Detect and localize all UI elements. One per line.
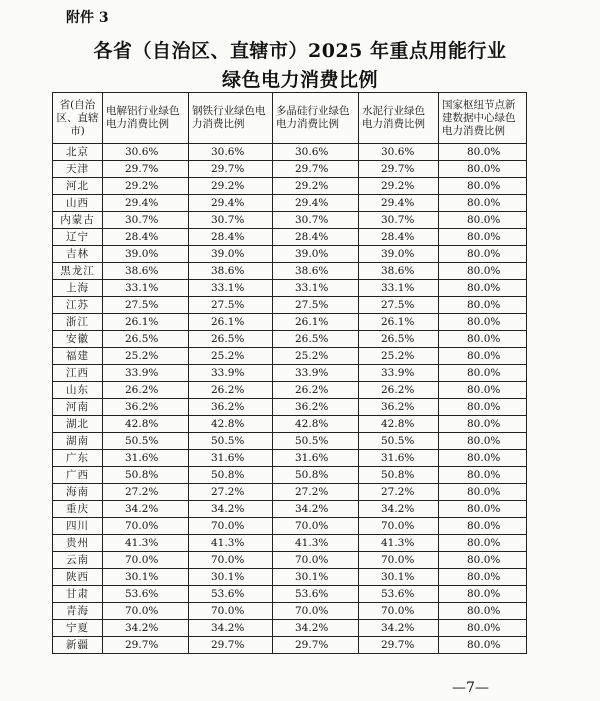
cell-cement: 26.1% xyxy=(359,314,439,331)
cell-aluminum: 34.2% xyxy=(103,501,189,518)
table-row xyxy=(53,433,527,450)
table-row xyxy=(53,144,527,161)
cell-cement: 50.5% xyxy=(359,433,439,450)
cell-steel: 29.2% xyxy=(189,178,273,195)
cell-aluminum: 30.7% xyxy=(103,212,189,229)
cell-cement: 42.8% xyxy=(359,416,439,433)
cell-data-center: 80.0% xyxy=(439,467,527,484)
cell-polysilicon: 33.1% xyxy=(273,280,359,297)
table-header xyxy=(53,93,527,144)
cell-steel: 26.5% xyxy=(189,331,273,348)
cell-polysilicon: 27.5% xyxy=(273,297,359,314)
cell-polysilicon: 53.6% xyxy=(273,586,359,603)
cell-steel: 25.2% xyxy=(189,348,273,365)
table-row xyxy=(53,535,527,552)
cell-steel: 26.2% xyxy=(189,382,273,399)
document-title-line-1: 各省（自治区、直辖市）2025 年重点用能行业 xyxy=(93,40,507,62)
cell-polysilicon: 36.2% xyxy=(273,399,359,416)
cell-polysilicon: 34.2% xyxy=(273,620,359,637)
cell-cement: 28.4% xyxy=(359,229,439,246)
cell-province: 河北 xyxy=(53,178,103,195)
cell-cement: 53.6% xyxy=(359,586,439,603)
cell-aluminum: 53.6% xyxy=(103,586,189,603)
cell-polysilicon: 30.6% xyxy=(273,144,359,161)
cell-polysilicon: 41.3% xyxy=(273,535,359,552)
cell-polysilicon: 50.8% xyxy=(273,467,359,484)
cell-cement: 33.9% xyxy=(359,365,439,382)
cell-aluminum: 27.2% xyxy=(103,484,189,501)
cell-province: 青海 xyxy=(53,603,103,620)
cell-steel: 42.8% xyxy=(189,416,273,433)
cell-data-center: 80.0% xyxy=(439,229,527,246)
header-steel: 钢铁行业绿色电力消费比例 xyxy=(189,93,273,144)
cell-steel: 36.2% xyxy=(189,399,273,416)
cell-province: 黑龙江 xyxy=(53,263,103,280)
cell-aluminum: 26.5% xyxy=(103,331,189,348)
cell-data-center: 80.0% xyxy=(439,501,527,518)
table-row xyxy=(53,552,527,569)
table-row xyxy=(53,314,527,331)
header-data-center: 国家枢纽节点新建数据中心绿色电力消费比例 xyxy=(439,93,527,144)
cell-steel: 29.4% xyxy=(189,195,273,212)
cell-aluminum: 50.5% xyxy=(103,433,189,450)
cell-polysilicon: 31.6% xyxy=(273,450,359,467)
cell-data-center: 80.0% xyxy=(439,212,527,229)
cell-aluminum: 34.2% xyxy=(103,620,189,637)
cell-steel: 26.1% xyxy=(189,314,273,331)
table-row xyxy=(53,518,527,535)
cell-data-center: 80.0% xyxy=(439,348,527,365)
table-row xyxy=(53,263,527,280)
cell-province: 宁夏 xyxy=(53,620,103,637)
cell-data-center: 80.0% xyxy=(439,450,527,467)
table-row xyxy=(53,365,527,382)
cell-aluminum: 29.7% xyxy=(103,161,189,178)
table-row xyxy=(53,229,527,246)
cell-cement: 25.2% xyxy=(359,348,439,365)
cell-province: 广西 xyxy=(53,467,103,484)
cell-data-center: 80.0% xyxy=(439,552,527,569)
cell-data-center: 80.0% xyxy=(439,382,527,399)
cell-cement: 34.2% xyxy=(359,620,439,637)
cell-aluminum: 31.6% xyxy=(103,450,189,467)
cell-aluminum: 70.0% xyxy=(103,552,189,569)
table-row xyxy=(53,399,527,416)
cell-province: 广东 xyxy=(53,450,103,467)
cell-province: 重庆 xyxy=(53,501,103,518)
cell-polysilicon: 39.0% xyxy=(273,246,359,263)
cell-data-center: 80.0% xyxy=(439,399,527,416)
cell-steel: 29.7% xyxy=(189,637,273,654)
attachment-label: 附件 3 xyxy=(66,10,109,26)
table-row xyxy=(53,467,527,484)
cell-province: 陕西 xyxy=(53,569,103,586)
cell-aluminum: 29.4% xyxy=(103,195,189,212)
table-row xyxy=(53,569,527,586)
cell-province: 山西 xyxy=(53,195,103,212)
cell-polysilicon: 26.2% xyxy=(273,382,359,399)
cell-province: 天津 xyxy=(53,161,103,178)
cell-cement: 31.6% xyxy=(359,450,439,467)
cell-aluminum: 50.8% xyxy=(103,467,189,484)
cell-polysilicon: 27.2% xyxy=(273,484,359,501)
cell-province: 贵州 xyxy=(53,535,103,552)
cell-province: 北京 xyxy=(53,144,103,161)
cell-cement: 41.3% xyxy=(359,535,439,552)
cell-cement: 33.1% xyxy=(359,280,439,297)
cell-data-center: 80.0% xyxy=(439,603,527,620)
cell-polysilicon: 70.0% xyxy=(273,603,359,620)
page-number: —7— xyxy=(452,680,489,696)
cell-polysilicon: 29.2% xyxy=(273,178,359,195)
cell-province: 辽宁 xyxy=(53,229,103,246)
cell-aluminum: 30.6% xyxy=(103,144,189,161)
table-row xyxy=(53,586,527,603)
cell-steel: 34.2% xyxy=(189,501,273,518)
cell-data-center: 80.0% xyxy=(439,178,527,195)
cell-aluminum: 26.2% xyxy=(103,382,189,399)
cell-data-center: 80.0% xyxy=(439,433,527,450)
cell-polysilicon: 42.8% xyxy=(273,416,359,433)
cell-aluminum: 26.1% xyxy=(103,314,189,331)
cell-data-center: 80.0% xyxy=(439,161,527,178)
cell-province: 福建 xyxy=(53,348,103,365)
cell-province: 浙江 xyxy=(53,314,103,331)
table-row xyxy=(53,620,527,637)
cell-steel: 30.1% xyxy=(189,569,273,586)
table-row xyxy=(53,484,527,501)
cell-data-center: 80.0% xyxy=(439,586,527,603)
cell-data-center: 80.0% xyxy=(439,280,527,297)
table-row xyxy=(53,603,527,620)
cell-province: 湖南 xyxy=(53,433,103,450)
table-row xyxy=(53,331,527,348)
cell-cement: 38.6% xyxy=(359,263,439,280)
cell-data-center: 80.0% xyxy=(439,365,527,382)
cell-steel: 41.3% xyxy=(189,535,273,552)
cell-steel: 70.0% xyxy=(189,603,273,620)
cell-province: 湖北 xyxy=(53,416,103,433)
table-row xyxy=(53,637,527,654)
cell-data-center: 80.0% xyxy=(439,246,527,263)
cell-province: 海南 xyxy=(53,484,103,501)
cell-cement: 27.2% xyxy=(359,484,439,501)
table-row xyxy=(53,246,527,263)
table-row xyxy=(53,212,527,229)
cell-steel: 70.0% xyxy=(189,518,273,535)
table-row xyxy=(53,450,527,467)
cell-aluminum: 33.9% xyxy=(103,365,189,382)
green-power-ratio-table xyxy=(52,92,527,654)
cell-steel: 70.0% xyxy=(189,552,273,569)
cell-aluminum: 28.4% xyxy=(103,229,189,246)
table-row xyxy=(53,195,527,212)
cell-aluminum: 29.2% xyxy=(103,178,189,195)
cell-aluminum: 36.2% xyxy=(103,399,189,416)
cell-polysilicon: 34.2% xyxy=(273,501,359,518)
table-row xyxy=(53,178,527,195)
document-title-line-2: 绿色电力消费比例 xyxy=(221,69,378,91)
cell-province: 山东 xyxy=(53,382,103,399)
cell-aluminum: 42.8% xyxy=(103,416,189,433)
cell-data-center: 80.0% xyxy=(439,297,527,314)
cell-polysilicon: 70.0% xyxy=(273,518,359,535)
cell-steel: 33.1% xyxy=(189,280,273,297)
cell-cement: 70.0% xyxy=(359,603,439,620)
cell-aluminum: 41.3% xyxy=(103,535,189,552)
cell-cement: 30.6% xyxy=(359,144,439,161)
cell-cement: 26.5% xyxy=(359,331,439,348)
cell-data-center: 80.0% xyxy=(439,314,527,331)
cell-polysilicon: 29.7% xyxy=(273,637,359,654)
cell-polysilicon: 26.1% xyxy=(273,314,359,331)
cell-polysilicon: 70.0% xyxy=(273,552,359,569)
cell-cement: 29.2% xyxy=(359,178,439,195)
cell-data-center: 80.0% xyxy=(439,518,527,535)
table-row xyxy=(53,161,527,178)
cell-steel: 30.7% xyxy=(189,212,273,229)
cell-data-center: 80.0% xyxy=(439,416,527,433)
cell-steel: 30.6% xyxy=(189,144,273,161)
cell-data-center: 80.0% xyxy=(439,484,527,501)
cell-steel: 38.6% xyxy=(189,263,273,280)
cell-data-center: 80.0% xyxy=(439,263,527,280)
cell-province: 云南 xyxy=(53,552,103,569)
cell-aluminum: 33.1% xyxy=(103,280,189,297)
cell-steel: 53.6% xyxy=(189,586,273,603)
table-row xyxy=(53,416,527,433)
cell-province: 内蒙古 xyxy=(53,212,103,229)
cell-cement: 26.2% xyxy=(359,382,439,399)
table-row xyxy=(53,501,527,518)
cell-steel: 39.0% xyxy=(189,246,273,263)
cell-province: 江西 xyxy=(53,365,103,382)
table-row xyxy=(53,297,527,314)
cell-cement: 36.2% xyxy=(359,399,439,416)
cell-steel: 28.4% xyxy=(189,229,273,246)
cell-province: 江苏 xyxy=(53,297,103,314)
cell-steel: 29.7% xyxy=(189,161,273,178)
cell-province: 河南 xyxy=(53,399,103,416)
cell-data-center: 80.0% xyxy=(439,620,527,637)
cell-polysilicon: 50.5% xyxy=(273,433,359,450)
cell-polysilicon: 29.4% xyxy=(273,195,359,212)
cell-cement: 30.1% xyxy=(359,569,439,586)
cell-polysilicon: 38.6% xyxy=(273,263,359,280)
cell-steel: 50.5% xyxy=(189,433,273,450)
cell-province: 吉林 xyxy=(53,246,103,263)
cell-steel: 50.8% xyxy=(189,467,273,484)
cell-steel: 27.5% xyxy=(189,297,273,314)
header-cement: 水泥行业绿色电力消费比例 xyxy=(359,93,439,144)
cell-polysilicon: 30.1% xyxy=(273,569,359,586)
cell-polysilicon: 30.7% xyxy=(273,212,359,229)
header-polysilicon: 多晶硅行业绿色电力消费比例 xyxy=(273,93,359,144)
table-body xyxy=(53,144,527,654)
table-row xyxy=(53,348,527,365)
header-aluminum: 电解铝行业绿色电力消费比例 xyxy=(103,93,189,144)
cell-data-center: 80.0% xyxy=(439,535,527,552)
table-row xyxy=(53,382,527,399)
cell-aluminum: 70.0% xyxy=(103,518,189,535)
cell-cement: 39.0% xyxy=(359,246,439,263)
cell-data-center: 80.0% xyxy=(439,144,527,161)
cell-cement: 27.5% xyxy=(359,297,439,314)
cell-steel: 27.2% xyxy=(189,484,273,501)
cell-cement: 30.7% xyxy=(359,212,439,229)
cell-province: 新疆 xyxy=(53,637,103,654)
cell-polysilicon: 29.7% xyxy=(273,161,359,178)
cell-province: 安徽 xyxy=(53,331,103,348)
cell-cement: 29.7% xyxy=(359,637,439,654)
header-row xyxy=(53,93,527,144)
cell-cement: 29.4% xyxy=(359,195,439,212)
cell-polysilicon: 33.9% xyxy=(273,365,359,382)
cell-aluminum: 30.1% xyxy=(103,569,189,586)
cell-aluminum: 25.2% xyxy=(103,348,189,365)
cell-polysilicon: 26.5% xyxy=(273,331,359,348)
cell-aluminum: 29.7% xyxy=(103,637,189,654)
cell-data-center: 80.0% xyxy=(439,637,527,654)
cell-data-center: 80.0% xyxy=(439,195,527,212)
cell-province: 甘肃 xyxy=(53,586,103,603)
cell-cement: 70.0% xyxy=(359,552,439,569)
cell-polysilicon: 28.4% xyxy=(273,229,359,246)
cell-steel: 31.6% xyxy=(189,450,273,467)
cell-aluminum: 38.6% xyxy=(103,263,189,280)
cell-data-center: 80.0% xyxy=(439,331,527,348)
header-province: 省(自治区、直辖市) xyxy=(53,93,103,144)
cell-steel: 33.9% xyxy=(189,365,273,382)
cell-steel: 34.2% xyxy=(189,620,273,637)
cell-province: 上海 xyxy=(53,280,103,297)
cell-aluminum: 39.0% xyxy=(103,246,189,263)
table-row xyxy=(53,280,527,297)
cell-aluminum: 27.5% xyxy=(103,297,189,314)
cell-cement: 29.7% xyxy=(359,161,439,178)
cell-aluminum: 70.0% xyxy=(103,603,189,620)
cell-province: 四川 xyxy=(53,518,103,535)
cell-cement: 50.8% xyxy=(359,467,439,484)
cell-cement: 34.2% xyxy=(359,501,439,518)
cell-polysilicon: 25.2% xyxy=(273,348,359,365)
cell-cement: 70.0% xyxy=(359,518,439,535)
cell-data-center: 80.0% xyxy=(439,569,527,586)
